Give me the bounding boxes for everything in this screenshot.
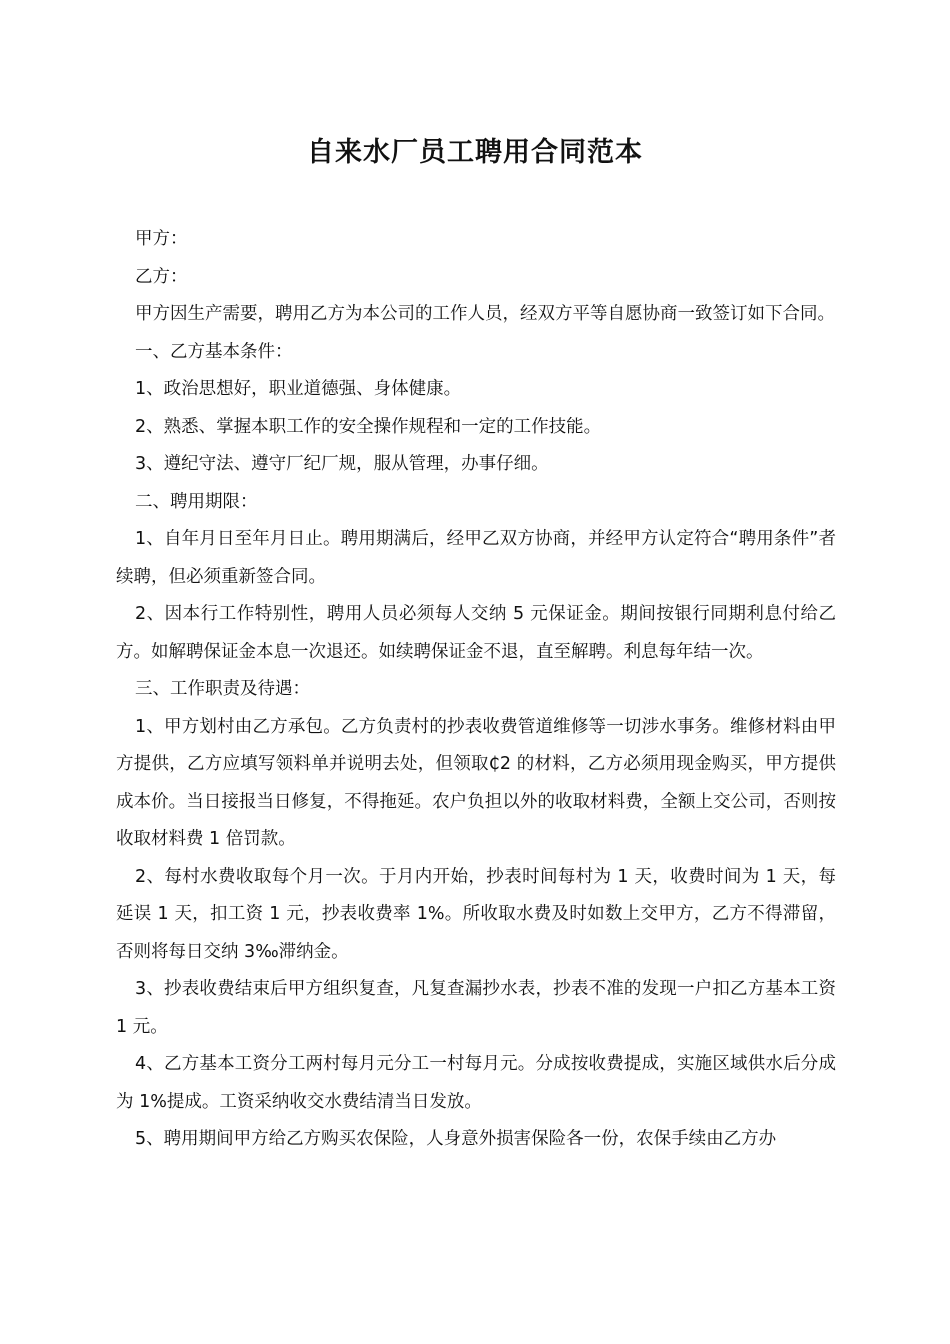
paragraph-duty-5: 5、聘用期间甲方给乙方购买农保险，人身意外损害保险各一份，农保手续由乙方办 — [135, 1129, 777, 1149]
paragraph-duty-1: 1、甲方划村由乙方承包。乙方负责村的抄表收费管道维修等一切涉水事务。维修材料由甲方提供，乙方应填写领料单并说明去处，但领取₵2 的材料，乙方必须用现金购买，甲方提供成本价。当日接报当日修复，不得拖延。农户负担以外的收取材料费，全额上交公司，否则按收取材料费 1 倍罚款。 — [116, 716, 836, 849]
paragraph-duty-3: 3、抄表收费结束后甲方组织复查，凡复查漏抄水表，抄表不准的发现一户扣乙方基本工资 1 元。 — [116, 979, 836, 1037]
paragraph-condition-3: 3、遵纪守法、遵守厂纪厂规，服从管理，办事仔细。 — [135, 454, 549, 474]
section-heading-term: 二、聘用期限： — [135, 491, 258, 512]
document-title: 自来水厂员工聘用合同范本 — [307, 137, 643, 168]
paragraph-preamble: 甲方因生产需要，聘用乙方为本公司的工作人员，经双方平等自愿协商一致签订如下合同。 — [135, 304, 835, 324]
paragraph-condition-2: 2、熟悉、掌握本职工作的安全操作规程和一定的工作技能。 — [135, 416, 602, 437]
paragraph-duty-2: 2、每村水费收取每个月一次。于月内开始，抄表时间每村为 1 天，收费时间为 1 天，每延误 1 天，扣工资 1 元，抄表收费率 1%。所收取水费及时如数上交甲方，乙方不得滞留，否则将每日交纳 3‰滞纳金。 — [116, 866, 836, 962]
paragraph-term-2: 2、因本行工作特别性，聘用人员必须每人交纳 5 元保证金。期间按银行同期利息付给乙方。如解聘保证金本息一次退还。如续聘保证金不退，直至解聘。利息每年结一次。 — [116, 604, 836, 662]
document-body — [116, 221, 836, 1159]
section-heading-basic-conditions: 一、乙方基本条件： — [135, 341, 293, 362]
paragraph-duty-4: 4、乙方基本工资分工两村每月元分工一村每月元。分成按收费提成，实施区域供水后分成为 1%提成。工资采纳收交水费结清当日发放。 — [116, 1054, 836, 1112]
paragraph-condition-1: 1、政治思想好，职业道德强、身体健康。 — [135, 379, 462, 399]
paragraph-term-1: 1、自年月日至年月日止。聘用期满后，经甲乙双方协商，并经甲方认定符合“聘用条件”者续聘，但必须重新签合同。 — [116, 529, 836, 587]
paragraph-party-b: 乙方： — [135, 266, 188, 287]
section-heading-duties: 三、工作职责及待遇： — [135, 679, 310, 699]
paragraph-party-a: 甲方： — [135, 229, 188, 249]
